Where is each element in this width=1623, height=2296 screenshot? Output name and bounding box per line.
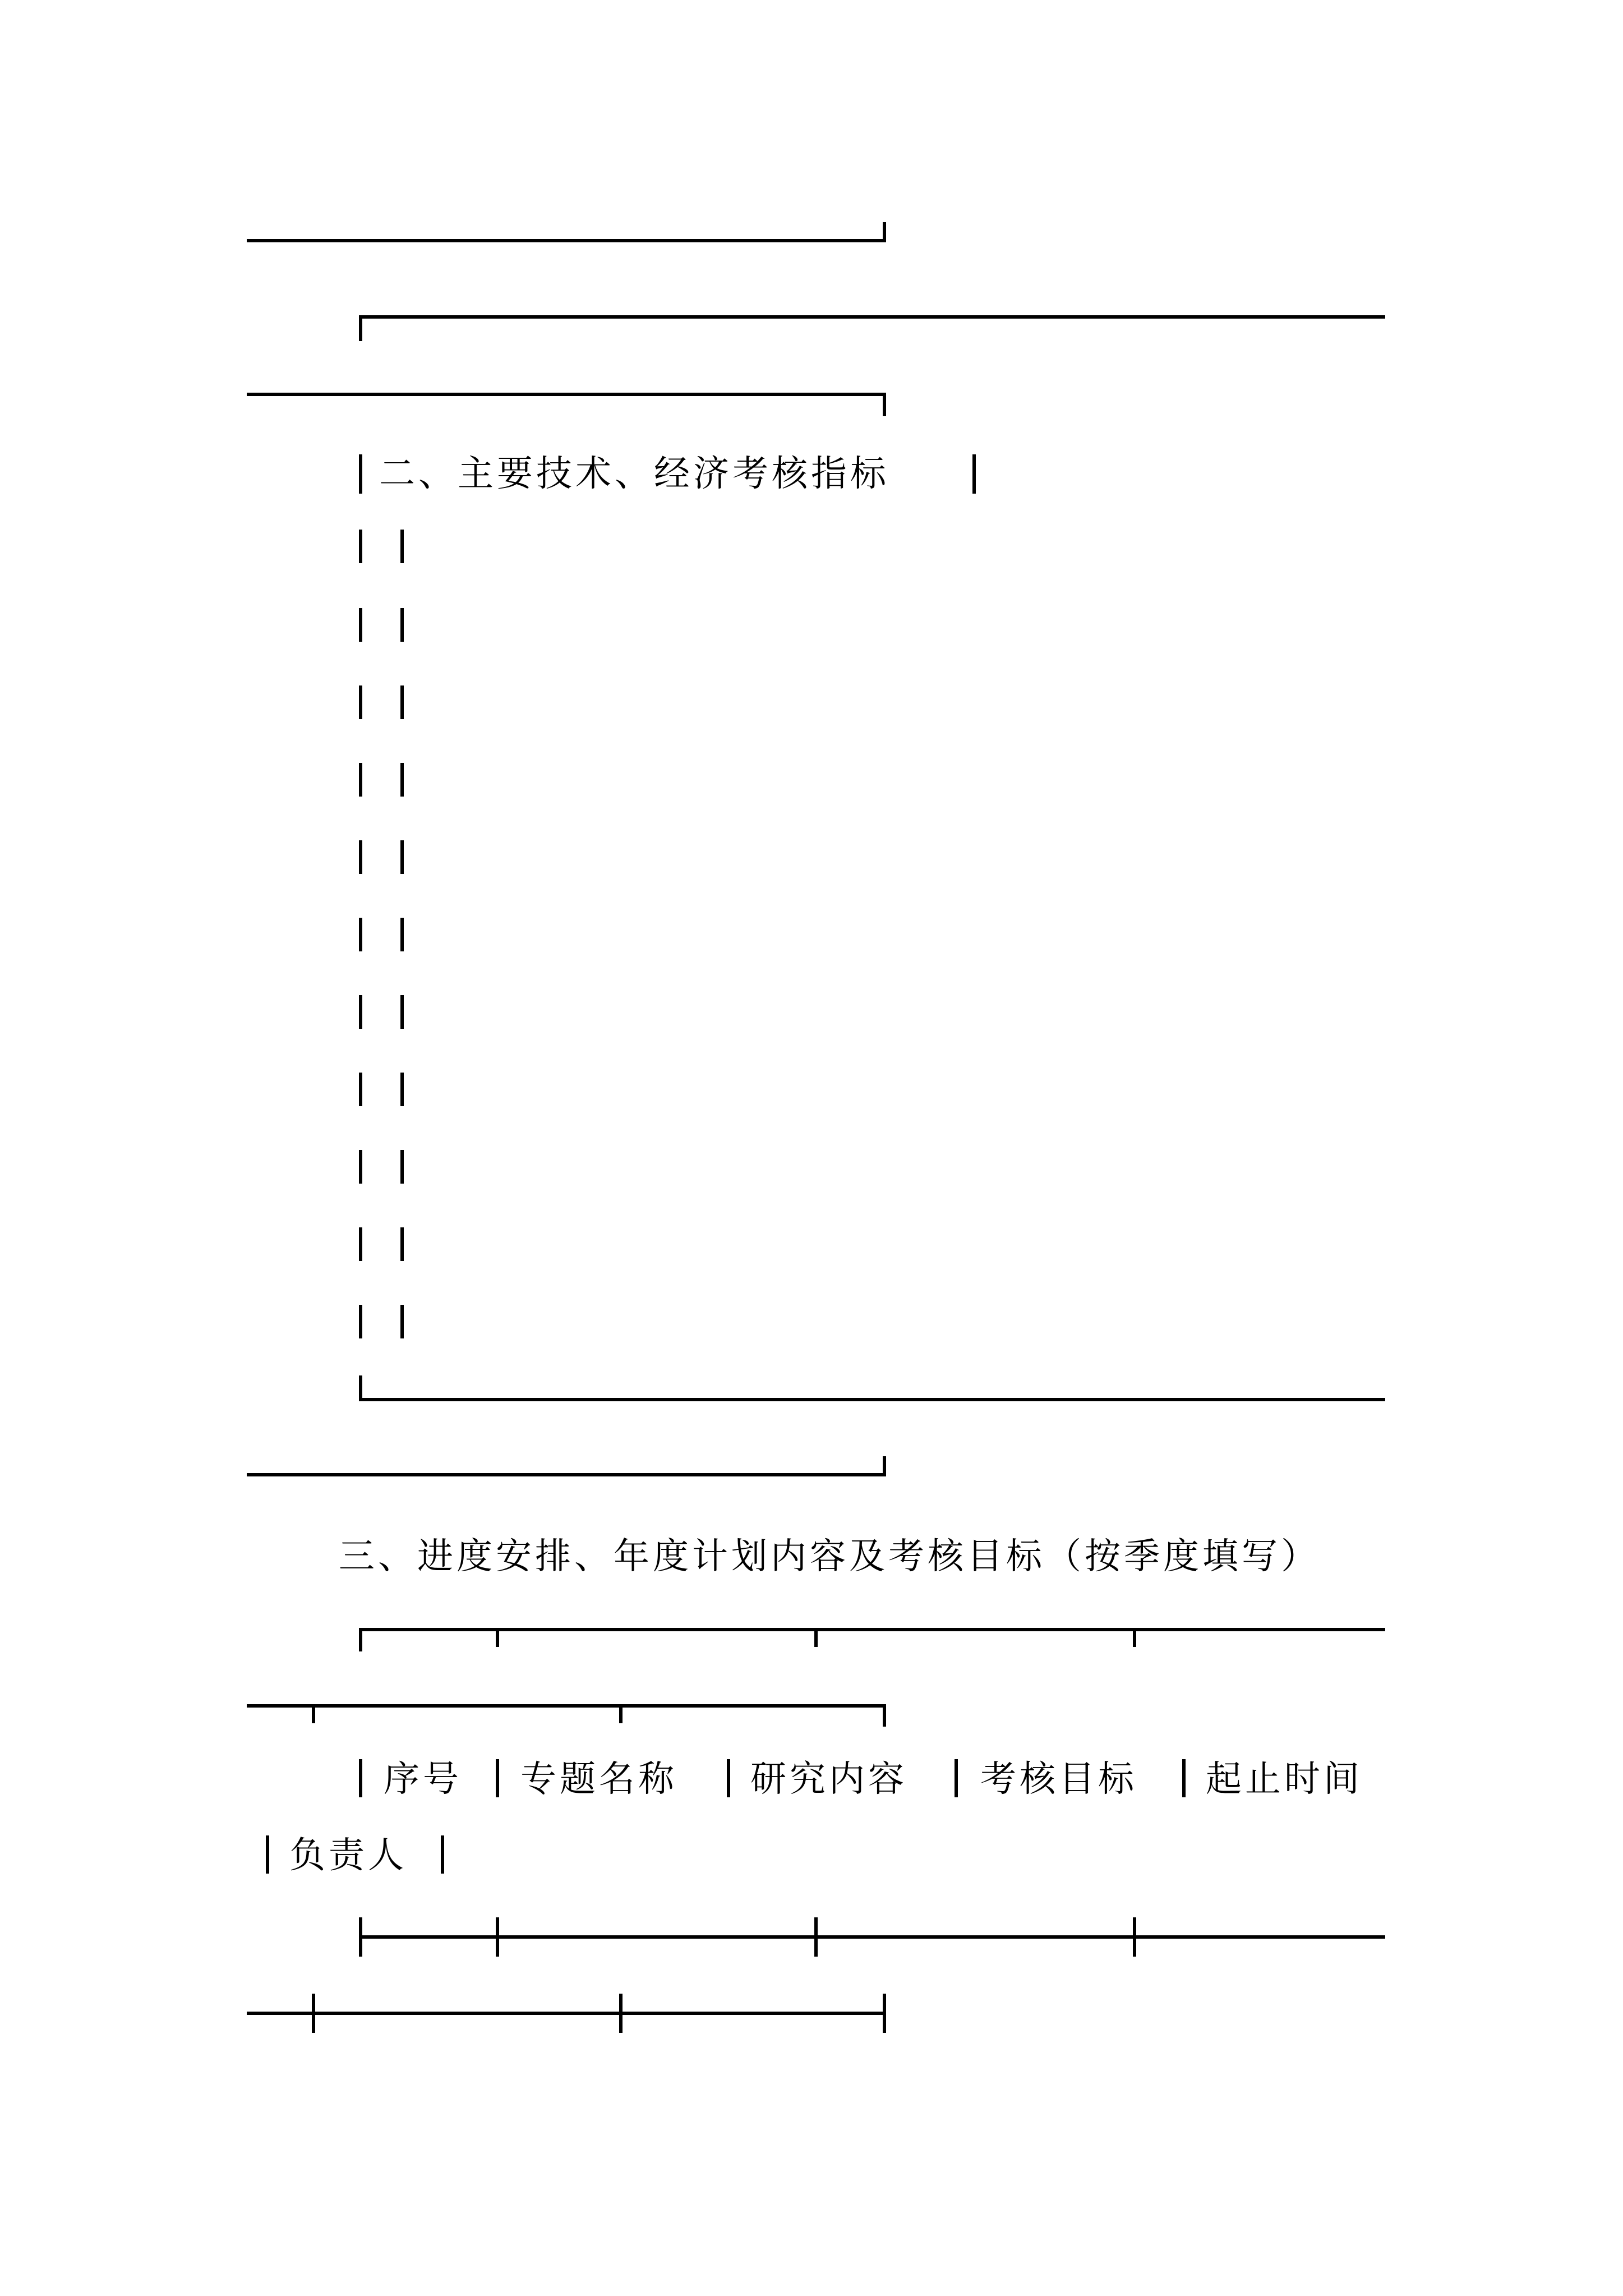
separator-junction: [1133, 1917, 1136, 1957]
header-cell-border: [266, 1835, 269, 1874]
header-cell-border: [955, 1759, 958, 1797]
table-top-border: [359, 1628, 1385, 1631]
body-left-bar: [359, 608, 362, 642]
table-top-right-corner: [883, 1704, 886, 1727]
cell-border-right: [972, 454, 976, 494]
body-inner-bar: [400, 1073, 404, 1106]
body-inner-bar: [400, 840, 404, 874]
body-left-bar: [359, 1073, 362, 1106]
header-cell-border: [727, 1759, 730, 1797]
section2-heading: 二、主要技术、经济考核指标: [379, 453, 889, 495]
body-left-bar: [359, 840, 362, 874]
table-top-tick: [619, 1704, 623, 1723]
header-cell-assessment-target: 考核目标: [980, 1759, 1137, 1800]
body-inner-bar: [400, 995, 404, 1029]
separator-junction: [312, 1994, 315, 2033]
rule-corner: [883, 222, 886, 242]
body-left-bar: [359, 685, 362, 719]
rule-line: [247, 393, 886, 396]
rule-line: [247, 239, 886, 242]
header-cell-topic-name: 专题名称: [520, 1759, 677, 1800]
body-left-bar: [359, 1227, 362, 1261]
header-cell-owner: 负责人: [289, 1835, 407, 1876]
body-inner-bar: [400, 918, 404, 951]
separator-junction: [619, 1994, 623, 2033]
table-top-tick: [814, 1628, 818, 1647]
body-inner-bar: [400, 685, 404, 719]
table-top-tick: [312, 1704, 315, 1723]
rule-corner: [883, 393, 886, 416]
cell-border-left: [359, 454, 362, 494]
separator-junction: [883, 1994, 886, 2033]
separator-junction: [496, 1917, 499, 1957]
separator-junction: [359, 1917, 362, 1957]
header-cell-border: [1182, 1759, 1186, 1797]
rule-line: [247, 1473, 886, 1476]
header-cell-number: 序号: [384, 1759, 462, 1800]
body-left-bar: [359, 763, 362, 797]
header-cell-research-content: 研究内容: [750, 1759, 907, 1800]
header-cell-border: [496, 1759, 499, 1797]
section3-heading: 三、进度安排、年度计划内容及考核目标（按季度填写）: [339, 1536, 1320, 1577]
table-row-separator-cont: [247, 2012, 886, 2015]
header-cell-period: 起止时间: [1206, 1759, 1363, 1800]
table-top-tick: [496, 1628, 499, 1647]
box-bottom-border: [359, 1398, 1385, 1401]
separator-junction: [814, 1917, 818, 1957]
body-left-bar: [359, 918, 362, 951]
body-inner-bar: [400, 763, 404, 797]
body-inner-bar: [400, 608, 404, 642]
body-left-bar: [359, 530, 362, 563]
body-left-bar: [359, 1150, 362, 1184]
table-row-separator: [359, 1935, 1385, 1939]
header-cell-border: [441, 1835, 444, 1874]
box-top-border: [359, 315, 1385, 319]
body-left-bar: [359, 995, 362, 1029]
table-top-left-corner: [359, 1628, 362, 1651]
header-cell-border: [359, 1759, 362, 1797]
body-inner-bar: [400, 1305, 404, 1338]
body-left-bar: [359, 1305, 362, 1338]
table-top-border-cont: [247, 1704, 886, 1708]
body-inner-bar: [400, 530, 404, 563]
rule-corner: [883, 1456, 886, 1476]
table-top-tick: [1133, 1628, 1136, 1647]
body-inner-bar: [400, 1227, 404, 1261]
box-top-left-corner: [359, 315, 362, 341]
body-inner-bar: [400, 1150, 404, 1184]
